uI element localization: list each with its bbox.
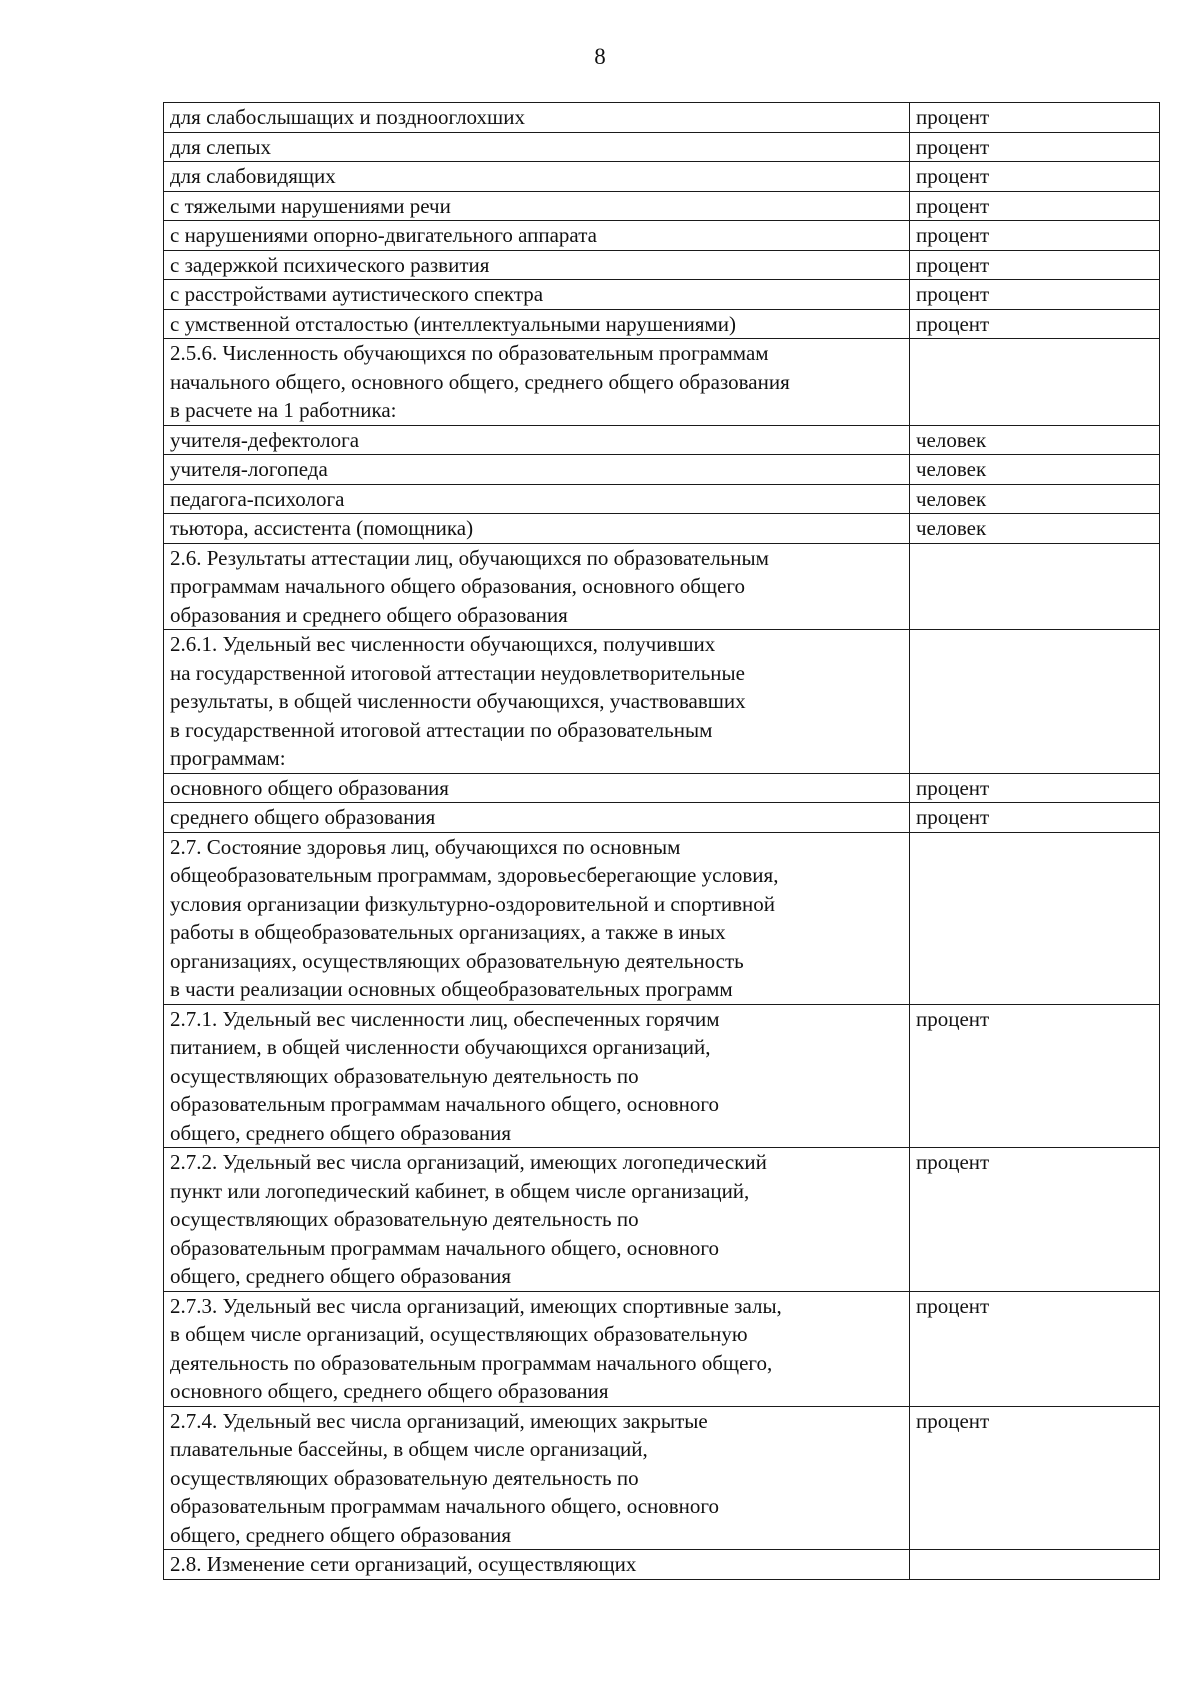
indicator-description-cell: 2.7. Состояние здоровья лиц, обучающихся по основным общеобразовательным программам, здоровьесберегающие условия, условия организации физкультурно-оздоровительной и спортивной работы в общеобразовательных организациях, а также в иных организациях, осуществляющих образовательную деятельность в части реализации основных общеобразовательных программ — [164, 832, 910, 1004]
indicator-description-cell: с задержкой психического развития — [164, 250, 910, 280]
unit-of-measure-cell — [910, 339, 1160, 426]
unit-of-measure-cell: человек — [910, 514, 1160, 544]
indicator-description-cell: 2.5.6. Численность обучающихся по образовательным программам начального общего, основного общего, среднего общего образования в расчете на 1 работника: — [164, 339, 910, 426]
table-row — [164, 1550, 1160, 1580]
table-row — [164, 103, 1160, 133]
indicator-description-cell: с тяжелыми нарушениями речи — [164, 191, 910, 221]
indicator-description-cell: для слепых — [164, 132, 910, 162]
unit-of-measure-cell: человек — [910, 484, 1160, 514]
table-row — [164, 630, 1160, 774]
unit-of-measure-cell: процент — [910, 221, 1160, 251]
indicator-description-cell: для слабослышащих и позднооглохших — [164, 103, 910, 133]
indicator-description-cell: 2.6. Результаты аттестации лиц, обучающихся по образовательным программам начального общего образования, основного общего образования и среднего общего образования — [164, 543, 910, 630]
unit-of-measure-cell: процент — [910, 773, 1160, 803]
unit-of-measure-cell: человек — [910, 455, 1160, 485]
table-row — [164, 1406, 1160, 1550]
table-row — [164, 221, 1160, 251]
table-row — [164, 1291, 1160, 1406]
unit-of-measure-cell — [910, 630, 1160, 774]
unit-of-measure-cell: процент — [910, 191, 1160, 221]
indicators-table-body — [164, 103, 1160, 1580]
table-row — [164, 803, 1160, 833]
table-row — [164, 425, 1160, 455]
unit-of-measure-cell: процент — [910, 1406, 1160, 1550]
table-row — [164, 309, 1160, 339]
indicator-description-cell: педагога-психолога — [164, 484, 910, 514]
unit-of-measure-cell: процент — [910, 1004, 1160, 1148]
indicator-description-cell: с расстройствами аутистического спектра — [164, 280, 910, 310]
unit-of-measure-cell: процент — [910, 103, 1160, 133]
indicator-description-cell: учителя-логопеда — [164, 455, 910, 485]
table-row — [164, 250, 1160, 280]
table-row — [164, 543, 1160, 630]
table-row — [164, 339, 1160, 426]
indicator-description-cell: учителя-дефектолога — [164, 425, 910, 455]
table-row — [164, 191, 1160, 221]
unit-of-measure-cell: процент — [910, 280, 1160, 310]
unit-of-measure-cell: процент — [910, 1291, 1160, 1406]
unit-of-measure-cell: человек — [910, 425, 1160, 455]
unit-of-measure-cell: процент — [910, 803, 1160, 833]
table-row — [164, 162, 1160, 192]
indicators-table — [163, 102, 1160, 1580]
unit-of-measure-cell: процент — [910, 162, 1160, 192]
table-row — [164, 484, 1160, 514]
indicator-description-cell: 2.7.4. Удельный вес числа организаций, имеющих закрытые плавательные бассейны, в общем числе организаций, осуществляющих образовательную деятельность по образовательным программам начального общего, основного общего, среднего общего образования — [164, 1406, 910, 1550]
unit-of-measure-cell: процент — [910, 250, 1160, 280]
page-number: 8 — [594, 44, 606, 69]
table-row — [164, 832, 1160, 1004]
table-row — [164, 132, 1160, 162]
indicator-description-cell: 2.6.1. Удельный вес численности обучающихся, получивших на государственной итоговой аттестации неудовлетворительные результаты, в общей численности обучающихся, участвовавших в государственной итоговой аттестации по образовательным программам: — [164, 630, 910, 774]
table-row — [164, 280, 1160, 310]
unit-of-measure-cell: процент — [910, 132, 1160, 162]
table-row — [164, 455, 1160, 485]
table-row — [164, 1148, 1160, 1292]
indicator-description-cell: основного общего образования — [164, 773, 910, 803]
unit-of-measure-cell — [910, 543, 1160, 630]
unit-of-measure-cell — [910, 832, 1160, 1004]
indicator-description-cell: для слабовидящих — [164, 162, 910, 192]
indicator-description-cell: с нарушениями опорно-двигательного аппарата — [164, 221, 910, 251]
unit-of-measure-cell — [910, 1550, 1160, 1580]
indicator-description-cell: 2.7.3. Удельный вес числа организаций, имеющих спортивные залы, в общем числе организаций, осуществляющих образовательную деятельность по образовательным программам начального общего, основного общего, среднего общего образования — [164, 1291, 910, 1406]
indicator-description-cell: тьютора, ассистента (помощника) — [164, 514, 910, 544]
indicators-table-container — [163, 102, 1159, 1580]
table-row — [164, 1004, 1160, 1148]
indicator-description-cell: 2.8. Изменение сети организаций, осуществляющих — [164, 1550, 910, 1580]
table-row — [164, 773, 1160, 803]
unit-of-measure-cell: процент — [910, 309, 1160, 339]
unit-of-measure-cell: процент — [910, 1148, 1160, 1292]
indicator-description-cell: 2.7.1. Удельный вес численности лиц, обеспеченных горячим питанием, в общей численности обучающихся организаций, осуществляющих образовательную деятельность по образовательным программам начального общего, основного общего, среднего общего образования — [164, 1004, 910, 1148]
indicator-description-cell: 2.7.2. Удельный вес числа организаций, имеющих логопедический пункт или логопедический кабинет, в общем числе организаций, осуществляющих образовательную деятельность по образовательным программам начального общего, основного общего, среднего общего образования — [164, 1148, 910, 1292]
indicator-description-cell: с умственной отсталостью (интеллектуальными нарушениями) — [164, 309, 910, 339]
table-row — [164, 514, 1160, 544]
indicator-description-cell: среднего общего образования — [164, 803, 910, 833]
